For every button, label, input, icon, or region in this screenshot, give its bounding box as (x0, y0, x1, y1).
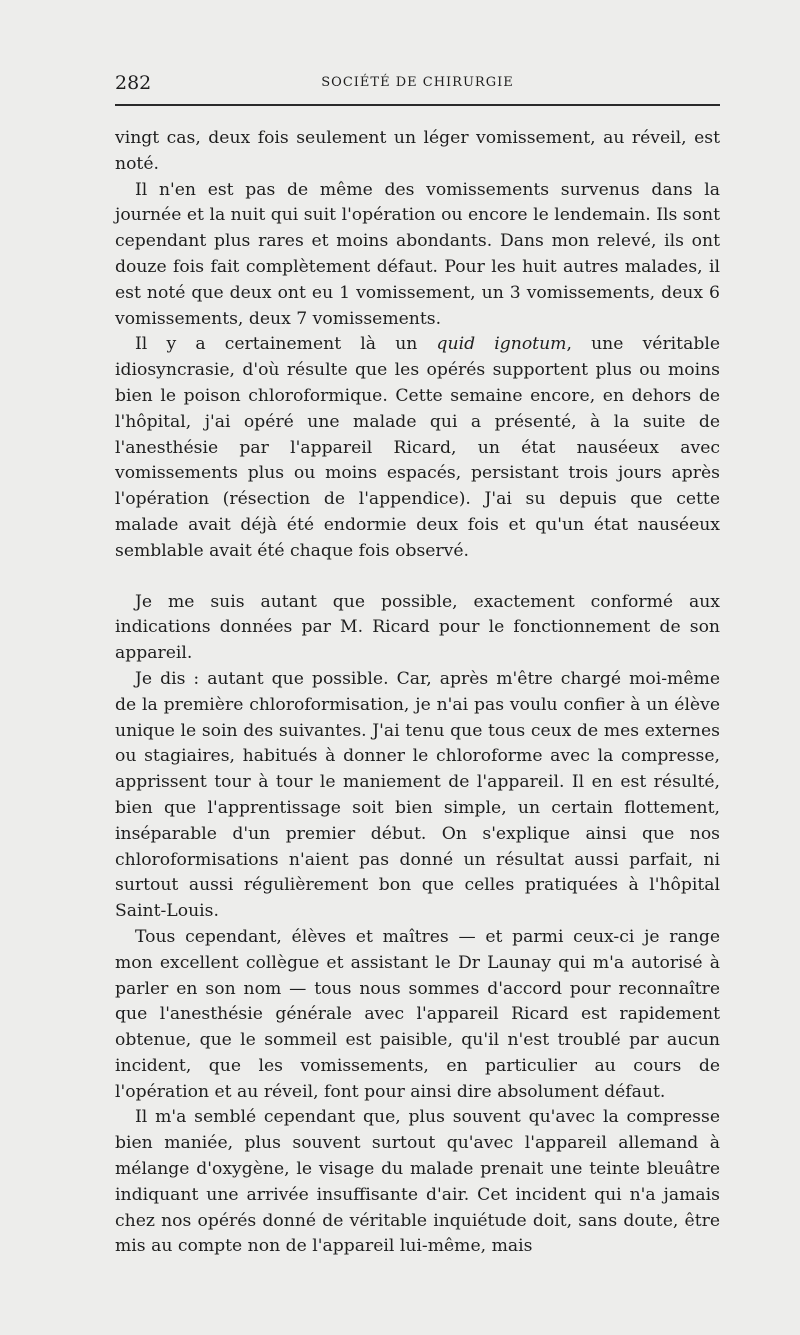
paragraph-2: Il n'en est pas de même des vomissements survenus dans la journée et la nuit qui suit l'opération ou encore le lendemain. Ils sont cependant plus rares et moins abondants. Dans mon relevé, ils ont douze fois fait complètement défaut. Pour les huit autres malades, il est noté que deux ont eu 1 vomissement, un 3 vomissements, deux 6 vomissements, deux 7 vomissements. (115, 179, 720, 329)
header-rule (115, 104, 720, 106)
paragraph-1: vingt cas, deux fois seulement un léger vomissement, au réveil, est noté. (115, 128, 720, 174)
body-text (115, 126, 720, 1260)
paragraph-5: Je dis : autant que possible. Car, après m'être chargé moi-même de la première chloroformisation, je n'ai pas voulu confier à un élève unique le soin des suivantes. J'ai tenu que tous ceux de mes externes ou stagiaires, habitués à donner le chloroforme avec la compresse, apprissent tour à tour le maniement de l'appareil. Il en est résulté, bien que l'apprentissage soit bien simple, un certain flottement, inséparable d'un premier début. On s'explique ainsi que nos chloroformisations n'aient pas donné un résultat aussi parfait, ni surtout aussi régulièrement bon que celles pratiquées à l'hôpital Saint-Louis. (115, 668, 720, 922)
paragraph-7: Il m'a semblé cependant que, plus souvent qu'avec la compresse bien maniée, plus souvent surtout qu'avec l'appareil allemand à mélange d'oxygène, le visage du malade prenait une teinte bleuâtre indiquant une arrivée insuffisante d'air. Cet incident qui n'a jamais chez nos opérés donné de véritable inquiétude doit, sans doute, être mis au compte non de l'appareil lui-même, mais (115, 1107, 720, 1257)
quid-ignotum-italic: quid ignotum (436, 334, 567, 355)
page-number: 282 (115, 72, 152, 94)
running-title: SOCIÉTÉ DE CHIRURGIE (321, 75, 514, 90)
paragraph-4: Je me suis autant que possible, exactement conformé aux indications données par M. Ricard pour le fonctionnement de son appareil. (115, 591, 720, 664)
paragraph-3-text-a: Il y a certainement là un (135, 334, 437, 355)
paragraph-3 (115, 332, 720, 564)
paragraph-6: Tous cependant, élèves et maîtres — et parmi ceux-ci je range mon excellent collègue et assistant le Dr Launay qui m'a autorisé à parler en son nom — tous nous sommes d'accord pour reconnaître que l'anesthésie générale avec l'appareil Ricard est rapidement obtenue, que le sommeil est paisible, qu'il n'est troublé par aucun incident, que les vomissements, en particulier au cours de l'opération et au réveil, font pour ainsi dire absolument défaut. (115, 926, 720, 1102)
paragraph-3-text-b: , une véritable idiosyncrasie, d'où résulte que les opérés supportent plus ou moins bien le poison chloroformique. Cette semaine encore, en dehors de l'hôpital, j'ai opéré une malade qui a présenté, à la suite de l'anesthésie par l'appareil Ricard, un état nauséeux avec vomissements plus ou moins espacés, persistant trois jours après l'opération (résection de l'appendice). J'ai su depuis que cette malade avait déjà été endormie deux fois et qu'un état nauséeux semblable avait été chaque fois observé. (115, 334, 720, 561)
page-header (115, 70, 720, 100)
